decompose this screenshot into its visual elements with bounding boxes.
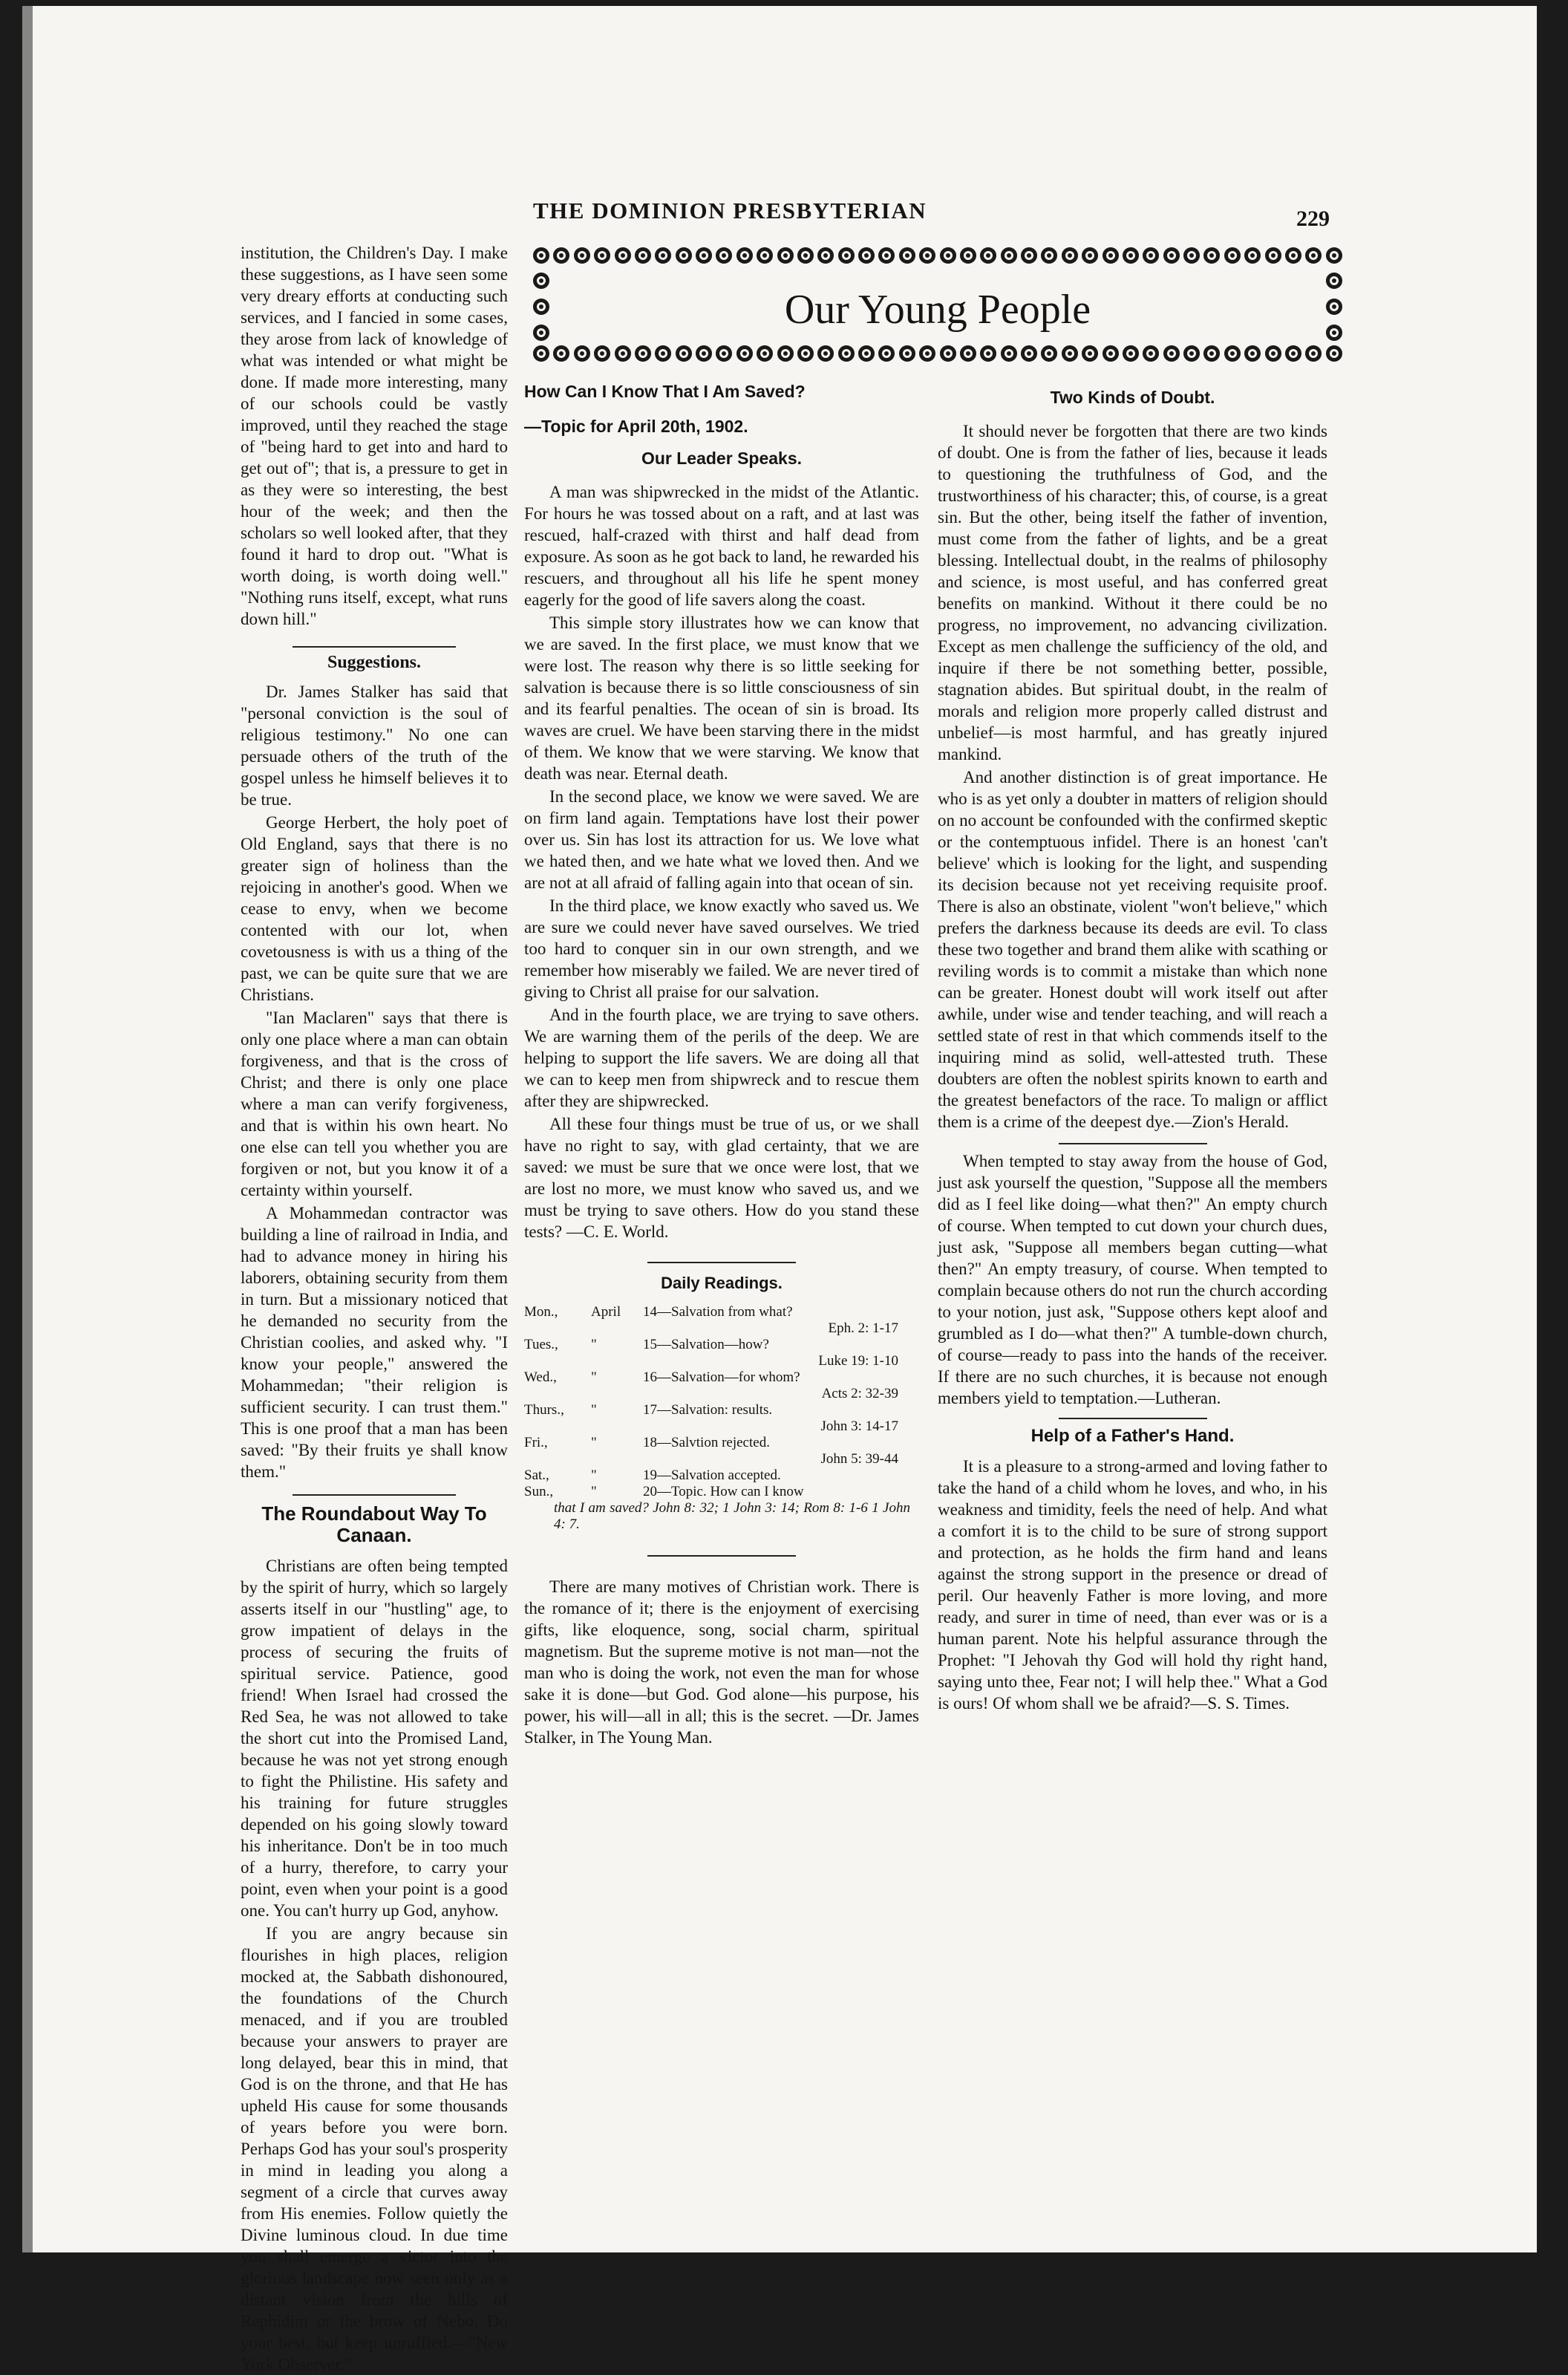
reading-row: [524, 1467, 910, 1484]
reading-month: ": [591, 1484, 597, 1499]
ornament-dot: [899, 247, 915, 264]
doubt-paragraph: And another distinction is of great importance. He who is as yet only a doubter in matters of religion should on no account be confounded with the confirmed skeptic or the contemptuous infidel. There is an honest 'can't believe' which is looking for the light, and suspending its decision because not yet receiving requisite proof. There is also an obstinate, violent "won't believe," which prefers the darkness because its deeds are evil. To class these two together and brand them alike with scathing or reviling words is to commit a mistake than which none can be greater. Honest doubt will work itself out after awhile, under wise and tender teaching, and will reach a settled state of rest in that which commends itself to the inquiring mind as solid, well-attested truth. These doubters are often the noblest spirits known to earth and the greatest benefactors of the race. To malign or afflict them is a crime of the deepest dye.—Zion's Herald.: [938, 768, 1327, 1131]
ornament-dot: [757, 345, 773, 362]
ornament-dot: [574, 247, 590, 264]
ornament-dot: [574, 345, 590, 362]
ornament-dot: [1082, 345, 1098, 362]
ornament-dot: [899, 345, 915, 362]
ornament-dot: [797, 247, 814, 264]
reading-text: 16—Salvation—for whom?: [643, 1369, 800, 1385]
article-heading: How Can I Know That I Am Saved?: [524, 382, 806, 401]
ornament-dot: [980, 247, 996, 264]
suggestion-paragraph: "Ian Maclaren" says that there is only one place where a man can obtain forgiveness, and that is the cross of Christ; and there is only one place where a man can verify forgiveness, and that is within his own heart. No one else can tell you whether you are forgiven or not, but you know it of a certainty within yourself.: [241, 1009, 508, 1199]
ornament-dot: [1143, 345, 1159, 362]
reading-ref: Acts 2: 32-39: [821, 1386, 898, 1401]
ornament-dot: [533, 345, 549, 362]
reading-month: ": [591, 1435, 597, 1450]
ornament-dot: [980, 345, 996, 362]
reading-day: Tues.,: [524, 1337, 558, 1352]
ornament-dot: [1163, 345, 1180, 362]
ornament-dot: [594, 345, 610, 362]
ornament-dot: [1021, 345, 1037, 362]
banner-border-top: [533, 247, 1342, 268]
ornament-dot: [777, 247, 794, 264]
reading-month: ": [591, 1402, 597, 1418]
article-paragraph: In the third place, we know exactly who saved us. We are sure we could never have saved ourselves. We tried too hard to conquer sin in our own strength, and we remember how miserably we failed. We are never tired of giving to Christ all praise for our salvation.: [524, 896, 919, 1001]
reading-text: 17—Salvation: results.: [643, 1402, 773, 1418]
banner-border-bottom: [533, 345, 1342, 366]
ornament-dot: [878, 247, 895, 264]
ornament-dot: [858, 345, 875, 362]
ornament-dot: [1305, 247, 1322, 264]
ornament-dot: [1041, 247, 1057, 264]
ornament-dot: [1183, 345, 1200, 362]
ornament-dot: [736, 247, 753, 264]
suggestions-heading: Suggestions.: [327, 653, 422, 672]
ornament-dot: [553, 247, 569, 264]
readings-heading: Daily Readings.: [661, 1274, 783, 1292]
ornament-dot: [1305, 345, 1322, 362]
suggestion-paragraph: A Mohammedan contractor was building a line of railroad in India, and had to advance money in hiring his laborers, obtaining security from them in turn. But a missionary noticed that he demanded no security from the Christian coolies, and asked why. "I know your people," answered the Mohammedan; "their religion is sufficient security. I can trust them." This is one proof that a man has been saved: "By their fruits ye shall know them.": [241, 1204, 508, 1481]
reading-day: Mon.,: [524, 1304, 558, 1320]
section-divider: [293, 1494, 456, 1496]
left-column: [241, 242, 508, 2375]
ornament-dot: [919, 247, 935, 264]
ornament-dot: [1285, 247, 1301, 264]
section-banner: [533, 247, 1342, 366]
doubt-paragraph: It should never be forgotten that there are two kinds of doubt. One is from the father of lies, because it leads to questioning the truthfulness of God, and the trustworthiness of his character; this, of course, is a great sin. But the other, being itself the father of invention, must come from the father of lights, and be a great blessing. Intellectual doubt, in the realms of philosophy and science, is most useful, and has conferred great benefits on mankind. Without it there could be no progress, no improvement, no advancing civilization. Except as men challenge the sufficiency of the old, and inquire if there be not something better, possible, stagnation abides. But spiritual doubt, in the realm of morals and religion more properly called distrust and unbelief—is most harmful, and has greatly injured mankind.: [938, 422, 1327, 763]
reading-text: 15—Salvation—how?: [643, 1337, 769, 1352]
section-divider: [1059, 1143, 1207, 1144]
ornament-dot: [817, 247, 834, 264]
closing-paragraph: There are many motives of Christian work. There is the romance of it; there is the enjoyment of exercising gifts, like eloquence, song, social charm, spiritual magnetism. But the supreme motive is not man—not the man who is doing the work, not even the man for whose sake it is done—but God. God alone—his purpose, his power, his will—all in all; this is the secret. —Dr. James Stalker, in The Young Man.: [524, 1577, 919, 1747]
ornament-dot: [655, 345, 671, 362]
article-paragraph: A man was shipwrecked in the midst of the Atlantic. For hours he was tossed about on a raft, and at last was rescued, half-crazed with thirst and half dead from exposure. As soon as he got back to land, he rewarded his rescuers, and throughout all his life he spent money eagerly for the good of life savers along the coast.: [524, 483, 919, 609]
ornament-dot: [1082, 247, 1098, 264]
reading-day: Sat.,: [524, 1467, 549, 1483]
ornament-dot: [1224, 345, 1241, 362]
section-divider: [647, 1555, 796, 1557]
ornament-dot: [878, 345, 895, 362]
ornament-dot: [838, 345, 855, 362]
reading-ref: Eph. 2: 1-17: [828, 1320, 898, 1336]
reading-topic-continuation: that I am saved? John 8: 32; 1 John 3: 14; Rom 8: 1-6 1 John 4: 7.: [554, 1500, 910, 1532]
middle-column: [524, 381, 919, 1748]
ornament-dot: [817, 345, 834, 362]
topic-line: —Topic for April 20th, 1902.: [524, 417, 748, 436]
ornament-dot: [1143, 247, 1159, 264]
reading-ref: John 3: 14-17: [820, 1418, 898, 1434]
reading-month: April: [591, 1304, 621, 1320]
reading-row: [524, 1337, 910, 1353]
ornament-dot: [615, 247, 631, 264]
ornament-dot: [696, 247, 712, 264]
ornament-dot: [1265, 345, 1281, 362]
ornament-dot: [940, 247, 956, 264]
article-subheading: Our Leader Speaks.: [641, 449, 803, 468]
doubt-heading: Two Kinds of Doubt.: [1050, 388, 1215, 407]
ornament-dot: [1001, 345, 1017, 362]
ornament-dot: [1062, 345, 1078, 362]
ornament-dot: [960, 247, 976, 264]
ornament-dot: [1224, 247, 1241, 264]
church-paragraph: When tempted to stay away from the house of God, just ask yourself the question, "Suppose all the members did as I feel like doing—what then?" An empty church of course. When tempted to cut down your church dues, just ask, "Suppose all members began cutting—what then?" An empty treasury, of course. When tempted to complain because others do not run the church according to your notion, just ask, "Suppose others kept aloof and grumbled as I do—what then?" A tumble-down church, of course—ready to pass into the hands of the receiver. If there are no such churches, it is because not enough members yield to temptation.—Lutheran.: [938, 1152, 1327, 1407]
ornament-dot: [1102, 345, 1119, 362]
page-shadow-edge: [22, 6, 33, 2252]
reading-row: [524, 1435, 910, 1451]
reading-text: 18—Salvtion rejected.: [643, 1435, 770, 1450]
ornament-dot: [635, 345, 651, 362]
suggestion-paragraph: George Herbert, the holy poet of Old England, says that there is no greater sign of holiness than the rejoicing in another's good. When we cease to envy, when we become contented with our lot, when covetousness is with us a thing of the past, we can be quite sure that we are Christians.: [241, 813, 508, 1004]
reading-month: ": [591, 1337, 597, 1352]
reading-ref: John 5: 39-44: [820, 1451, 898, 1467]
section-divider: [1059, 1418, 1207, 1419]
ornament-dot: [777, 345, 794, 362]
ornament-dot: [1183, 247, 1200, 264]
ornament-dot: [553, 345, 569, 362]
article-paragraph: All these four things must be true of us, or we shall have no right to say, with glad certainty, that we are saved: we must be sure that we once were lost, that we are lost no more, we must know who saved us, and we must be trying to save others. How do you stand these tests? —C. E. World.: [524, 1115, 919, 1241]
father-heading: Help of a Father's Hand.: [1030, 1426, 1235, 1446]
ornament-dot: [1265, 247, 1281, 264]
ornament-dot: [1123, 345, 1139, 362]
ornament-dot: [1001, 247, 1017, 264]
section-divider: [293, 646, 456, 648]
article-paragraph: In the second place, we know we were saved. We are on firm land again. Temptations have lost their power over us. Sin has lost its attraction for us. We love what we hated then, and we hate what we loved then. And we are not at all afraid of falling again into that ocean of sin.: [524, 787, 919, 892]
ornament-dot: [1285, 345, 1301, 362]
ornament-dot: [1041, 345, 1057, 362]
banner-title: Our Young People: [784, 287, 1091, 333]
ornament-dot: [858, 247, 875, 264]
ornament-dot: [1203, 247, 1220, 264]
reading-day: Fri.,: [524, 1435, 548, 1450]
reading-row: [524, 1402, 910, 1418]
canaan-paragraph: If you are angry because sin flourishes in high places, religion mocked at, the Sabbath dishonoured, the foundations of the Church menaced, and if you are troubled because your answers to prayer are long delayed, bear this in mind, that God is on the throne, and that He has upheld His cause for some thousands of years before you were born. Perhaps God has your soul's prosperity in mind in leading you along a segment of a circle that curves away from His enemies. Follow quietly the Divine luminous cloud. In due time you shall emerge a victor into the glorious landscape now seen only as a distant vision from the hills of Rephidim or the brow of Nebo. Do your best, but keep unruffled.—"New York Observer.": [241, 1924, 508, 2374]
reading-text: 14—Salvation from what?: [643, 1304, 793, 1320]
reading-text: 19—Salvation accepted.: [643, 1467, 781, 1483]
ornament-dot: [1244, 247, 1261, 264]
ornament-dot: [1244, 345, 1261, 362]
page-number: 229: [1296, 206, 1330, 231]
daily-readings-list: [524, 1304, 910, 1533]
suggestion-paragraph: Dr. James Stalker has said that "personal conviction is the soul of religious testimony." No one can persuade others of the truth of the gospel unless he himself believes it to be true.: [241, 682, 508, 809]
ornament-dot: [1203, 345, 1220, 362]
ornament-dot: [736, 345, 753, 362]
ornament-dot: [676, 247, 692, 264]
intro-paragraph: institution, the Children's Day. I make these suggestions, as I have seen some very dreary efforts at conducting such services, and I fancied in some cases, they arose from lack of knowledge of what was intended or what might be done. If made more interesting, many of our schools could be vastly improved, until they reached the stage of "being hard to get into and hard to get out of"; that is, a pressure to get in as they were so interesting, the best hour of the week; and then the scholars so well looked after, that they found it hard to drop out. "What is worth doing, is worth doing well." "Nothing runs itself, except, what runs down hill.": [241, 244, 508, 628]
ornament-dot: [655, 247, 671, 264]
ornament-dot: [533, 247, 549, 264]
ornament-dot: [615, 345, 631, 362]
reading-month: ": [591, 1369, 597, 1385]
article-paragraph: This simple story illustrates how we can know that we are saved. In the first place, we must know that we were lost. The reason why there is so little seeking for salvation is because there is so little consciousness of sin and its fearful penalties. The ocean of sin is broad. Its waves are cruel. We have been starving there in the midst of them. We know that we were starving. We know that death was near. Eternal death.: [524, 613, 919, 783]
reading-row: [524, 1484, 910, 1500]
section-divider: [647, 1262, 796, 1263]
ornament-dot: [1062, 247, 1078, 264]
reading-text: 20—Topic. How can I know: [643, 1484, 804, 1499]
ornament-dot: [676, 345, 692, 362]
ornament-dot: [797, 345, 814, 362]
ornament-dot: [635, 247, 651, 264]
page-header-title: THE DOMINION PRESBYTERIAN: [533, 198, 927, 224]
father-paragraph: It is a pleasure to a strong-armed and loving father to take the hand of a child whom he loves, and who, in his weakness and timidity, feels the need of help. And what a comfort it is to the child to be sure of strong support and protection, as he holds the firm hand and leans against the strong support in the presence or dread of peril. Our heavenly Father is more loving, and more ready, and surer in time of need, than ever was or is a human parent. Note his helpful assurance through the Prophet: "I Jehovah thy God will hold thy right hand, saying unto thee, Fear not; I will help thee." What a God is ours! Of whom shall we be afraid?—S. S. Times.: [938, 1457, 1327, 1713]
ornament-dot: [1326, 247, 1342, 264]
right-column: [938, 387, 1327, 1714]
reading-day: Sun.,: [524, 1484, 554, 1499]
ornament-dot: [919, 345, 935, 362]
reading-row: [524, 1369, 910, 1386]
ornament-dot: [960, 345, 976, 362]
reading-row: [524, 1304, 910, 1320]
ornament-dot: [838, 247, 855, 264]
canaan-heading: The Roundabout Way To Canaan.: [261, 1502, 487, 1546]
ornament-dot: [1163, 247, 1180, 264]
ornament-dot: [940, 345, 956, 362]
article-paragraph: And in the fourth place, we are trying to save others. We are warning them of the perils of the deep. We are helping to support the life savers. We are doing all that we can to keep men from shipwreck and to rescue them after they are shipwrecked.: [524, 1006, 919, 1110]
ornament-dot: [716, 345, 732, 362]
ornament-dot: [1102, 247, 1119, 264]
ornament-dot: [757, 247, 773, 264]
reading-day: Thurs.,: [524, 1402, 564, 1418]
ornament-dot: [716, 247, 732, 264]
ornament-dot: [696, 345, 712, 362]
canaan-paragraph: Christians are often being tempted by the spirit of hurry, which so largely asserts itself in our "hustling" age, to grow impatient of delays in the process of securing the fruits of spiritual service. Patience, good friend! When Israel had crossed the Red Sea, he was not allowed to take the short cut into the Promised Land, because he was not yet strong enough to fight the Philistine. His safety and his training for future struggles depended on his going slowly toward his inheritance. Don't be in too much of a hurry, therefore, to carry your point, even when your point is a good one. You can't hurry up God, anyhow.: [241, 1557, 508, 1920]
ornament-dot: [1123, 247, 1139, 264]
reading-month: ": [591, 1467, 597, 1483]
newspaper-page: [22, 6, 1537, 2374]
ornament-dot: [1326, 345, 1342, 362]
reading-ref: Luke 19: 1-10: [818, 1353, 898, 1369]
reading-day: Wed.,: [524, 1369, 557, 1385]
ornament-dot: [594, 247, 610, 264]
ornament-dot: [1021, 247, 1037, 264]
